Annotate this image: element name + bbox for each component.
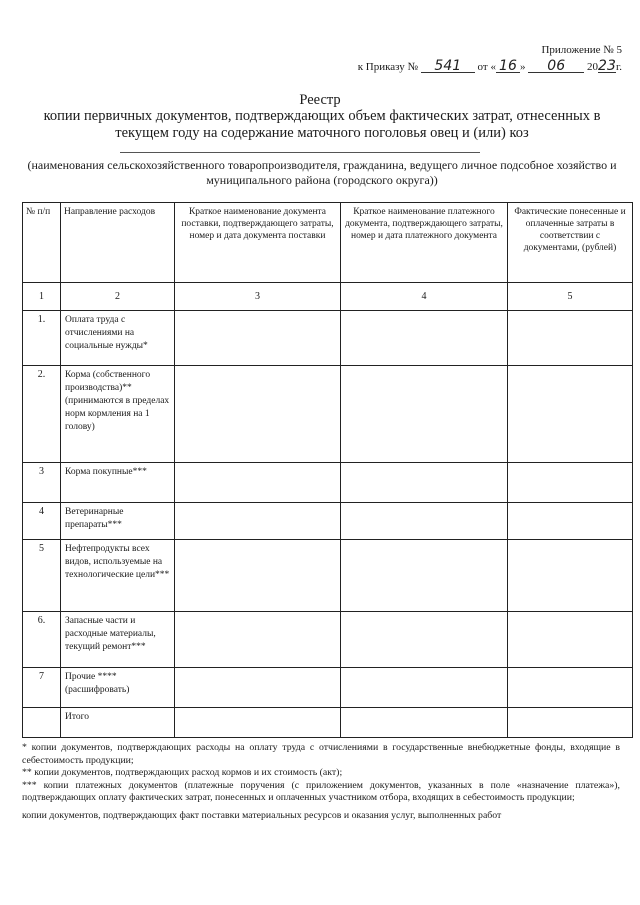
row-number: 6. xyxy=(23,612,61,668)
table-row xyxy=(23,668,633,708)
column-number: 1 xyxy=(23,283,61,311)
footnote: *** копии платежных документов (платежные поручения (с приложением документов, указанных в поле «назначение платежа»), подтверждающих оплату фактических затрат, понесенных и оплаченных участником отбора, входящих в себестоимость продукции; xyxy=(22,779,620,803)
document-subtitle: копии первичных документов, подтверждающих объем фактических затрат, отнесенных в текущем году на содержание маточного поголовья овец и (или) коз xyxy=(43,108,601,141)
order-number: 541 xyxy=(421,60,475,73)
costs-cell xyxy=(508,612,633,668)
table-row xyxy=(23,463,633,503)
footnote: копии документов, подтверждающих факт поставки материальных ресурсов и оказания услуг, выполненных работ xyxy=(22,809,502,821)
row-number: 7 xyxy=(23,668,61,708)
payment-doc-cell xyxy=(341,668,508,708)
order-year-end: г. xyxy=(615,61,622,73)
payment-doc-cell xyxy=(341,708,508,738)
payment-doc-cell xyxy=(341,612,508,668)
column-number: 4 xyxy=(341,283,508,311)
table-row xyxy=(23,503,633,540)
costs-cell xyxy=(508,366,633,463)
costs-cell xyxy=(508,463,633,503)
row-number: 5 xyxy=(23,540,61,612)
col-header-supply-doc: Краткое наименование документа поставки, подтверждающего затраты, номер и дата документа поставки xyxy=(175,203,341,283)
payment-doc-cell xyxy=(341,540,508,612)
order-day-close: » xyxy=(519,61,526,73)
supply-doc-cell xyxy=(175,503,341,540)
supply-doc-cell xyxy=(175,668,341,708)
table-row xyxy=(23,311,633,366)
footnotes xyxy=(22,742,620,822)
row-direction: Прочие **** (расшифровать) xyxy=(61,668,175,708)
row-number: 3 xyxy=(23,463,61,503)
order-reference xyxy=(358,60,622,73)
column-number: 5 xyxy=(508,283,633,311)
register-table xyxy=(22,202,633,738)
row-direction: Нефтепродукты всех видов, используемые на технологические цели*** xyxy=(61,540,175,612)
row-number: 1. xyxy=(23,311,61,366)
order-from-label: от « xyxy=(477,61,496,73)
owner-name-line xyxy=(120,152,480,153)
costs-cell xyxy=(508,540,633,612)
column-number: 2 xyxy=(61,283,175,311)
document-title: Реестр xyxy=(299,92,341,108)
costs-cell xyxy=(508,503,633,540)
supply-doc-cell xyxy=(175,366,341,463)
order-prefix: к Приказу № xyxy=(357,61,419,73)
footnote: * копии документов, подтверждающих расходы на оплату труда с отчислениями в государственные внебюджетные фонды, входящие в себестоимость продукции; xyxy=(22,742,620,766)
payment-doc-cell xyxy=(341,311,508,366)
appendix-label: Приложение № 5 xyxy=(541,44,622,56)
total-row xyxy=(23,708,633,738)
supply-doc-cell xyxy=(175,311,341,366)
row-direction: Запасные части и расходные материалы, текущий ремонт*** xyxy=(61,612,175,668)
costs-cell xyxy=(508,668,633,708)
supply-doc-cell xyxy=(175,463,341,503)
order-year-suffix: 23 xyxy=(598,58,616,74)
col-header-costs: Фактические понесенные и оплаченные затраты в соответствии с документами, (рублей) xyxy=(508,203,633,283)
row-direction: Корма покупные*** xyxy=(61,463,175,503)
row-number: 4 xyxy=(23,503,61,540)
order-month: 06 xyxy=(528,60,584,73)
row-direction: Ветеринарные препараты*** xyxy=(61,503,175,540)
payment-doc-cell xyxy=(341,366,508,463)
owner-caption: (наименования сельскохозяйственного товаропроизводителя, гражданина, ведущего личное подсобное хозяйство и муниципального района (городского округа)) xyxy=(27,158,617,187)
costs-cell xyxy=(508,311,633,366)
table-row xyxy=(23,366,633,463)
row-number xyxy=(23,708,61,738)
row-direction: Итого xyxy=(61,708,175,738)
header-row xyxy=(23,203,633,283)
supply-doc-cell xyxy=(175,612,341,668)
order-day: 16 xyxy=(496,60,520,73)
payment-doc-cell xyxy=(341,503,508,540)
col-header-payment-doc: Краткое наименование платежного документа, подтверждающего затраты, номер и дата платежного документа xyxy=(341,203,508,283)
col-header-direction: Направление расходов xyxy=(61,203,175,283)
footnote: ** копии документов, подтверждающих расход кормов и их стоимость (акт); xyxy=(22,767,343,778)
table-row xyxy=(23,612,633,668)
costs-cell xyxy=(508,708,633,738)
column-number: 3 xyxy=(175,283,341,311)
row-number: 2. xyxy=(23,366,61,463)
payment-doc-cell xyxy=(341,463,508,503)
order-year-prefix: 20 xyxy=(586,61,598,73)
table-row xyxy=(23,540,633,612)
col-header-number: № п/п xyxy=(23,203,61,283)
column-number-row xyxy=(23,283,633,311)
row-direction: Корма (собственного производства)** (принимаются в пределах норм кормления на 1 голову) xyxy=(61,366,175,463)
supply-doc-cell xyxy=(175,708,341,738)
supply-doc-cell xyxy=(175,540,341,612)
row-direction: Оплата труда с отчислениями на социальные нужды* xyxy=(61,311,175,366)
